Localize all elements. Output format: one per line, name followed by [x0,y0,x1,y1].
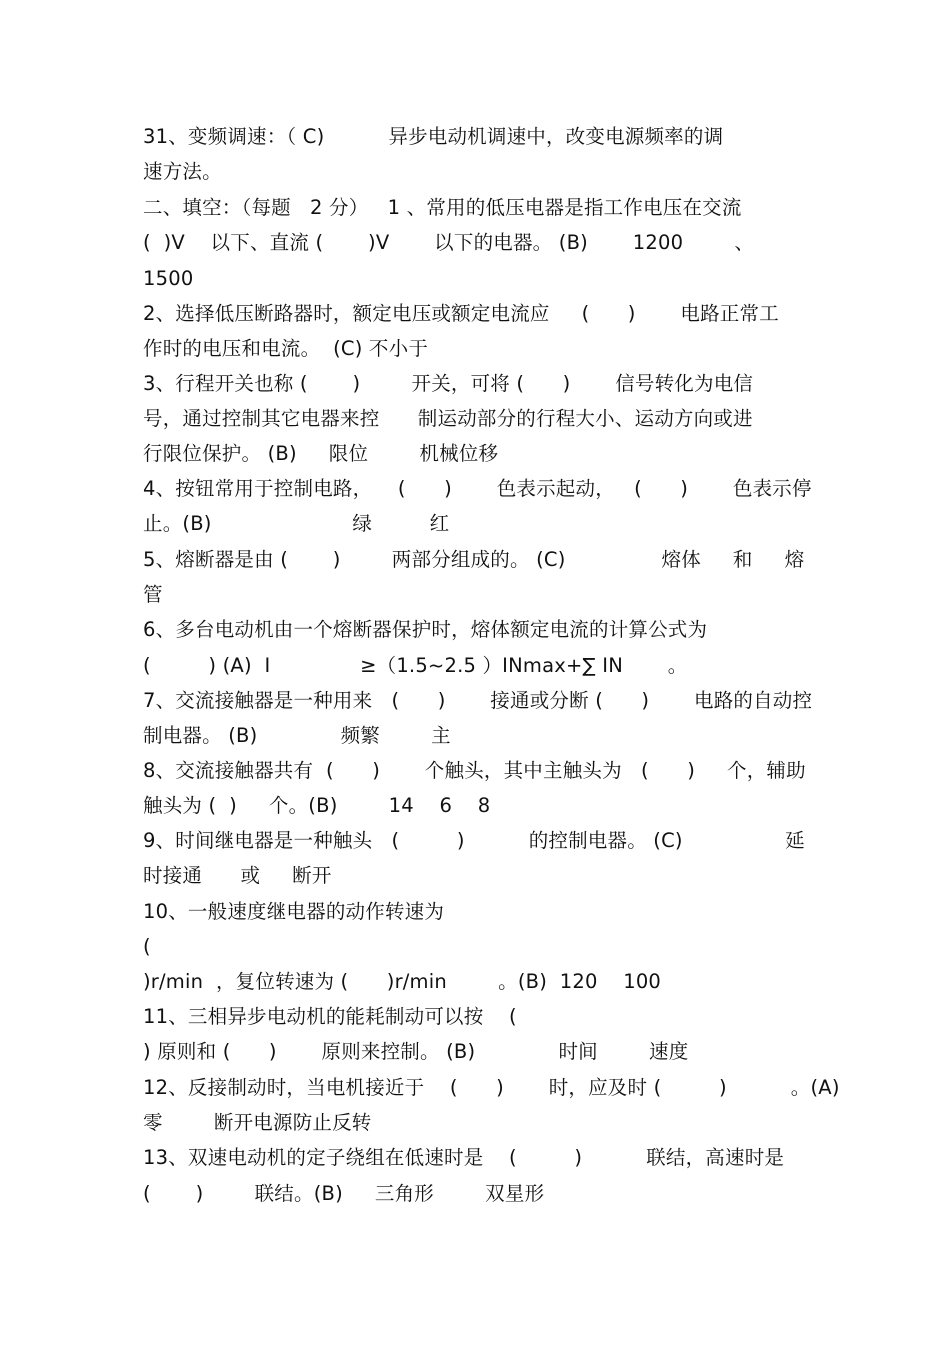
text-line: 号，通过控制其它电器来控 制运动部分的行程大小、运动方向或进 [143,407,753,430]
text-line: ( [143,935,151,958]
text-line: 13、双速电动机的定子绕组在低速时是 ( ) 联结，高速时是 [143,1146,785,1169]
text-line: 6、多台电动机由一个熔断器保护时，熔体额定电流的计算公式为 [143,618,708,641]
text-line: 触头为 ( ) 个。(B) 14 6 8 [143,794,491,817]
text-line: 11、三相异步电动机的能耗制动可以按 ( [143,1005,517,1028]
text-line: 12、反接制动时，当电机接近于 ( ) 时，应及时 ( ) 。(A) [143,1076,840,1099]
text-line: 止。(B) 绿 红 [143,512,450,535]
text-line: ( ) (A) I ≥（1.5~2.5 ）INmax+∑ IN 。 [143,654,688,677]
text-line: 时接通 或 断开 [143,864,332,887]
text-line: 作时的电压和电流。 (C) 不小于 [143,337,429,360]
text-line: ( ) 联结。(B) 三角形 双星形 [143,1182,545,1205]
text-line: 9、时间继电器是一种触头 ( ) 的控制电器。 (C) 延 [143,829,805,852]
text-line: 5、熔断器是由 ( ) 两部分组成的。 (C) 熔体 和 熔 [143,548,805,571]
text-line: 3、行程开关也称 ( ) 开关，可将 ( ) 信号转化为电信 [143,372,754,395]
text-line: ) 原则和 ( ) 原则来控制。 (B) 时间 速度 [143,1040,689,1063]
text-line: 2、选择低压断路器时，额定电压或额定电流应 ( ) 电路正常工 [143,302,779,325]
text-line: 行限位保护。 (B) 限位 机械位移 [143,442,499,465]
text-line: 制电器。 (B) 频繁 主 [143,724,451,747]
text-line: 1500 [143,267,194,290]
text-line: 31、变频调速：（ C) 异步电动机调速中，改变电源频率的调 [143,125,724,148]
text-line: 二、填空：（每题 2 分） 1 、常用的低压电器是指工作电压在交流 [143,196,742,219]
text-line: 速方法。 [143,160,222,183]
text-line: 4、按钮常用于控制电路， ( ) 色表示起动， ( ) 色表示停 [143,477,812,500]
text-line: 7、交流接触器是一种用来 ( ) 接通或分断 ( ) 电路的自动控 [143,689,813,712]
text-line: 8、交流接触器共有 ( ) 个触头，其中主触头为 ( ) 个，辅助 [143,759,806,782]
text-line: )r/min ，复位转速为 ( )r/min 。(B) 120 100 [143,970,662,993]
text-line: 管 [143,583,163,606]
text-line: 零 断开电源防止反转 [143,1111,372,1134]
text-line: 10、一般速度继电器的动作转速为 [143,900,445,923]
text-line: ( )V 以下、直流 ( )V 以下的电器。 (B) 1200 、 [143,231,755,254]
